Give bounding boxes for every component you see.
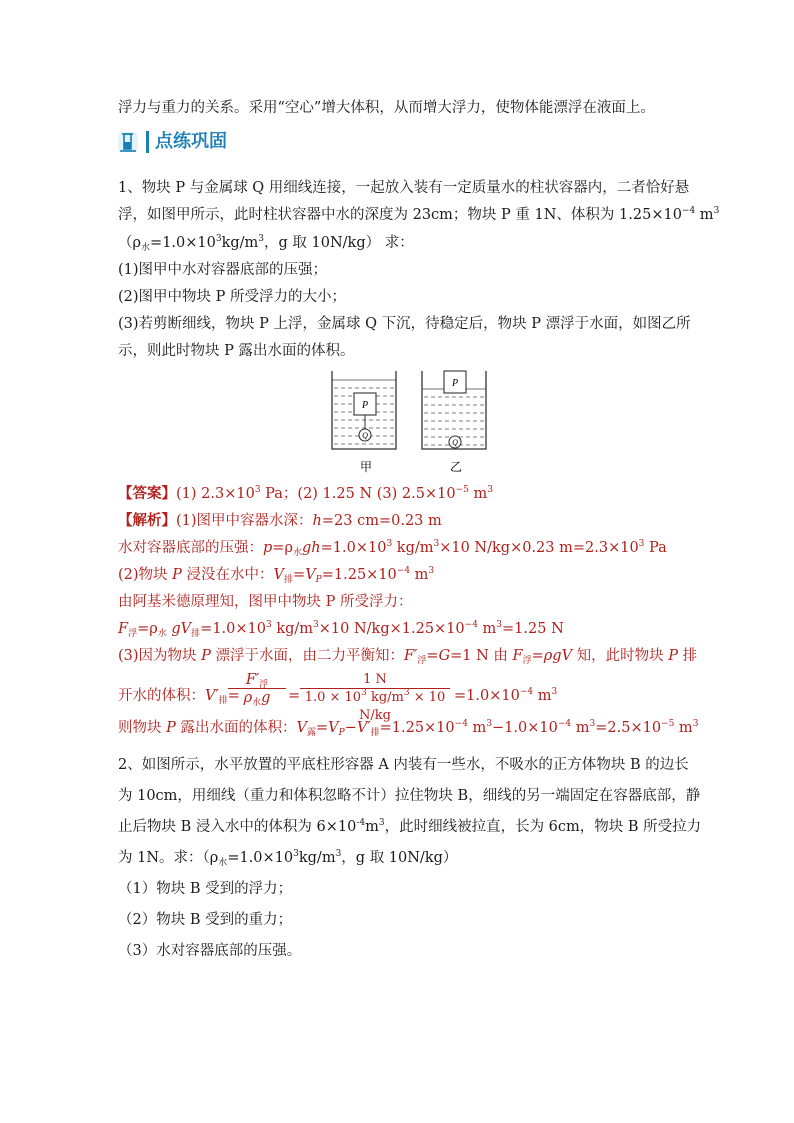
- analysis-line-5: $F_浮=\rho_水$ $gV_排=1.0\times 10^3$ $kg/m^3\times 10$ $N/kg\times 1.25\times 10^{-4}$ $m^3=1.25$ N: [118, 620, 564, 639]
- equals-sign: =: [288, 688, 301, 704]
- label-p-jia: P: [361, 400, 369, 411]
- fraction-result: $=1.0\times 10^{-4}$ $m^3$: [454, 687, 558, 704]
- intro-text: 浮力与重力的关系。采用“空心”增大体积，从而增大浮力，使物体能漂浮在液面上。: [118, 100, 655, 116]
- q1-sub-3-cont: 示，则此时物块 P 露出水面的体积。: [118, 343, 355, 359]
- label-q-jia: Q: [362, 431, 368, 440]
- q1-sub-1: (1)图甲中水对容器底部的压强；: [118, 262, 328, 278]
- container-diagram: [330, 367, 490, 477]
- q1-line-1: 1、物块 P 与金属球 Q 用细线连接，一起放入装有一定质量水的柱状容器内，二者恰好悬: [118, 180, 690, 196]
- answer-line: 【答案】(1) $2.3\times 10^3$ Pa；(2) 1.25 N (3) $2.5\times 10^{-5}$ $m^3$: [118, 485, 493, 502]
- q2-line-2: 为 10cm，用细线（重力和体积忽略不计）拉住物块 B，细线的另一端固定在容器底部，静: [118, 788, 701, 804]
- label-q-yi: Q: [452, 438, 458, 447]
- analysis-line-6: (3)因为物块 P 漂浮于水面，由二力平衡知：$F'_浮=G=1$ N 由 $F_浮=\rho gV$ 知，此时物块 P 排: [118, 648, 698, 666]
- q2-sub-3: （3）水对容器底部的压强。: [118, 943, 302, 959]
- q1-line-2: 浮，如图甲所示，此时柱状容器中水的深度为 23cm；物块 P 重 1N、体积为 $1.25\times 10^{-4}$ $m^3$: [118, 206, 720, 223]
- analysis-line-3: (2)物块 P 浸没在水中：$V_排=V_P=1.25\times 10^{-4}$ $m^3$: [118, 566, 435, 585]
- q2-line-4: 为 1N。求：（$\rho_水=1.0\times 10^3kg/m^3$，g 取 10N/kg）: [118, 849, 458, 868]
- fraction-large: $\frac{1 N}{1.0 \times 10^3 kg/m^3 \times 10 N/kg}$: [300, 672, 450, 725]
- q1-sub-2: (2)图甲中物块 P 所受浮力的大小；: [118, 289, 347, 305]
- fraction-small: $F'_浮$ $\rho_水g$: [228, 672, 286, 707]
- analysis-line-8: 则物块 P 露出水面的体积：$V_露=V_P-V'_排=1.25\times 10^{-4}$ $m^3-1.0\times 10^{-4}$ $m^3=2.5\times 10^{-5}$ $m^3$: [118, 719, 699, 738]
- analysis-line-2: 水对容器底部的压强：$p=\rho_水gh=1.0\times 10^3$ $kg/m^3\times 10$ N/kg×0.23 $m=2.3\times 10^3$ Pa: [118, 539, 667, 558]
- section-heading: [116, 130, 227, 154]
- analysis-line-7: 开水的体积：$V'_排=$: [118, 688, 240, 706]
- caption-jia: 甲: [359, 460, 373, 474]
- q1-sub-3: (3)若剪断细线，物块 P 上浮，金属球 Q 下沉，待稳定后，物块 P 漂浮于水面，如图乙所: [118, 316, 691, 332]
- section-title: 点练巩固: [146, 131, 227, 153]
- q2-sub-2: （2）物块 B 受到的重力；: [118, 912, 293, 928]
- q2-sub-1: （1）物块 B 受到的浮力；: [118, 881, 293, 897]
- q1-line-3: （$\rho_水=1.0\times 10^3kg/m^3$，g 取 10N/kg） 求：: [118, 234, 414, 253]
- analysis-line-4: 由阿基米德原理知，图甲中物块 P 所受浮力：: [118, 594, 413, 610]
- analysis-line-1: 【解析】(1)图甲中容器水深：h=23 cm=0.23 m: [118, 512, 442, 529]
- label-p-yi: P: [451, 378, 459, 389]
- q2-line-1: 2、如图所示，水平放置的平底柱形容器 A 内装有一些水，不吸水的正方体物块 B 的边长: [118, 757, 689, 773]
- flask-icon: [116, 130, 140, 154]
- q1-figure: [330, 367, 490, 481]
- caption-yi: 乙: [449, 460, 463, 474]
- q2-line-3: 止后物块 B 浸入水中的体积为 $6\times 10^{-4}m^3$，此时细线被拉直，长为 6cm，物块 B 所受拉力: [118, 818, 702, 835]
